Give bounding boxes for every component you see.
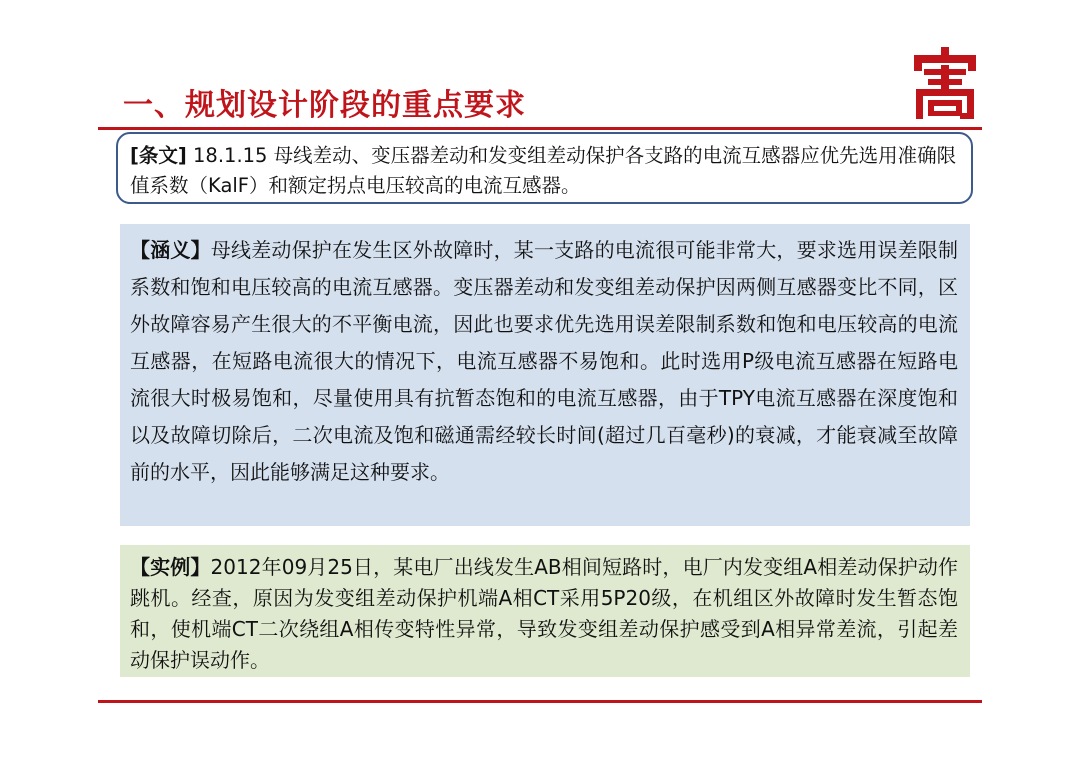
example-box bbox=[120, 545, 970, 677]
clause-text: 18.1.15 母线差动、变压器差动和发变组差动保护各支路的电流互感器应优先选用准确限值系数（KalF）和额定拐点电压较高的电流互感器。 bbox=[130, 144, 957, 197]
page-title: 一、规划设计阶段的重点要求 bbox=[123, 88, 526, 123]
meaning-label: 【涵义】 bbox=[130, 238, 211, 262]
example-label: 【实例】 bbox=[130, 555, 211, 579]
clause-label: [条文] bbox=[130, 144, 187, 167]
meaning-box bbox=[120, 224, 970, 526]
meaning-text: 母线差动保护在发生区外故障时，某一支路的电流很可能非常大，要求选用误差限制系数和饱和电压较高的电流互感器。变压器差动和发变组差动保护因两侧互感器变比不同，区外故障容易产生很大的不平衡电流，因此也要求优先选用误差限制系数和饱和电压较高的电流互感器，在短路电流很大的情况下，电流互感器不易饱和。此时选用P级电流互感器在短路电流很大时极易饱和，尽量使用具有抗暂态饱和的电流互感器，由于TPY电流互感器在深度饱和以及故障切除后，二次电流及饱和磁通需经较长时间(超过几百毫秒)的衰减，才能衰减至故障前的水平，因此能够满足这种要求。 bbox=[130, 238, 959, 484]
example-text: 2012年09月25日，某电厂出线发生AB相间短路时，电厂内发变组A相差动保护动作跳机。经查，原因为发变组差动保护机端A相CT采用5P20级，在机组区外故障时发生暂态饱和，使机端CT二次绕组A相传变特性异常，导致发变组差动保护感受到A相异常差流，引起差动保护误动作。 bbox=[130, 555, 958, 672]
footer-divider bbox=[98, 700, 982, 703]
seal-logo-icon bbox=[912, 47, 978, 119]
header-divider bbox=[98, 127, 982, 130]
clause-box bbox=[116, 132, 973, 204]
